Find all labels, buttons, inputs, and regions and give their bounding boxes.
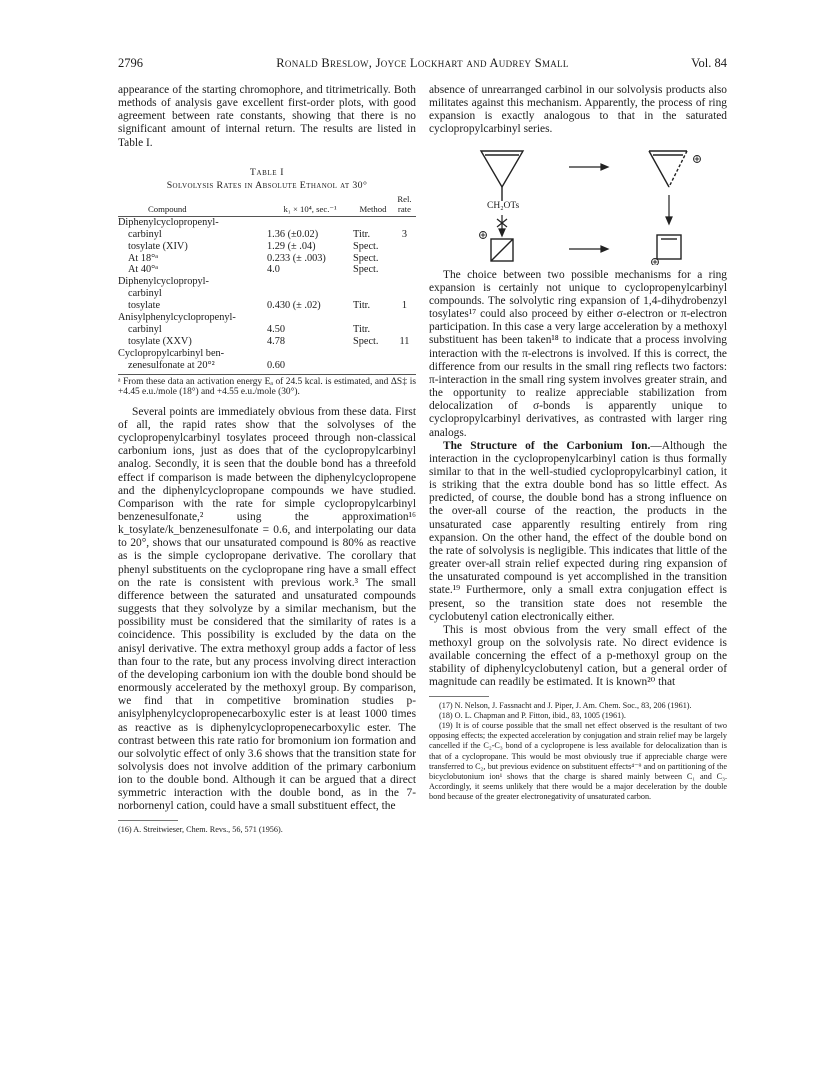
reference-note: (17) N. Nelson, J. Fassnacht and J. Piper, J. Am. Chem. Soc., 83, 206 (1961). [439,700,692,710]
table-cell-k [267,276,353,288]
table-cell-k: 1.36 (±0.02) [267,228,319,240]
table-row [118,300,416,312]
table-cell-k [267,348,353,360]
reference-note: (19) It is of course possible that the small net effect observed is the resultant of two opposing effects; the expected acceleration by conjugation and strain relief may be largely cancelled if the C₂-C₃ bond of a cyclopropene is less available for delocalization than is that of a cyclopropane. This would be most obviously true if appreciable charge were transferred to C₂, but previous evidence on substituent effects⁴⁻⁹ and on partitioning of the bicyclobutonium ion¹ shows that the charge is shared mainly between C₁ and C₃. Accordingly, it seems unlikely that there would be a major deceleration by the double bond because of the greater electronegativity of unsaturated carbon. [429,721,727,802]
paragraph: This is most obvious from the very small effect of the methoxyl group on the solvolysis rate. No direct evidence is available concerning the effect of a p-methoxyl group on the stability of diphenylcyclobutenyl cation, but a general order of magnitude can readily be estimated. It is known²⁰ that [429,623,727,689]
page-number: 2796 [118,56,143,70]
table-cell-compound: tosylate (XIV) [128,240,188,252]
table-cell-method [353,276,393,288]
table-cell-compound: At 18°ᵃ [128,252,159,264]
table-cell-method: Titr. [353,323,371,335]
column-header: Method [353,194,393,217]
table-row [118,264,416,276]
table-row [118,324,416,336]
table-cell-rel [393,276,416,288]
substituent-label: CH₂OTs [487,200,520,211]
cation-structure [649,151,687,187]
table-cell-method [353,348,393,360]
table-cell-rel [393,360,416,372]
table-body [118,216,416,371]
table-cell-k: 4.78 [267,335,286,347]
paragraph: Several points are immediately obvious from these data. First of all, the rapid rates show that the solvolyses of the cyclopropenylcarbinyl tosylates proceed through non-classical carbonium ions, just as does that of the cyclopropylcarbinyl analog. Secondly, it is seen that the double bond has a threefold effect if comparison is made between the diphenylcyclopropene and the diphenylcyclopropane compounds we have studied. Comparison with the rate for simple cyclopropylcarbinyl benzenesulfonate,² using the approximation¹⁶ k_tosylate/k_benzenesulfonate = 0.6, and interpolating our data to 20°, shows that our unsaturated compound is 80% as reactive as is the simple cyclopropane derivative. The corollary that phenyl substituents on the cyclopropane ring have a small effect on the rate is consistent with previous work.³ The small difference between the saturated and unsaturated compounds suggests that they solvolyze by a similar mechanism, but the possibility must be considered that the similarity of rates is a coincidence. This possibility is excluded by the data on the anisyl derivative. The extra methoxyl group adds a factor of less than four to the rate, but any process involving direct interaction of the developing carbonium ion with the double bond should be enormously accelerated by the methoxyl group. By comparison, we find that in competitive bromination studies p-anisylphenylcyclopropenecarboxylic ester is at least 1000 times as reactive as is diphenylcyclopropenecarboxylic ester. The contrast between this rate ratio for bromonium ion formation and our solvolytic effect of only 3.6 shows that the transition state for solvolysis does not involve addition of the primary carbonium ion to the double bond. Although it can be argued that a direct symmetric interaction with the double bond, as in the 7-norbornenyl cation, could have a small substituent effect, the [118,405,416,813]
table-cell-method [353,216,393,228]
table-cell-rel [393,241,416,253]
table-cell-k: 1.29 (± .04) [267,240,316,252]
table-cell-method: Spect. [353,264,379,276]
reaction-arrow [569,164,608,170]
table-cell-method: Titr. [353,300,371,312]
table-row [118,348,416,360]
right-column [429,84,727,803]
table-cell-rel: 11 [399,335,410,347]
table-cell-k: 4.50 [267,323,286,335]
table-cell-method: Spect. [353,240,379,252]
table-row [118,276,416,288]
table-row [118,360,416,372]
table-cell-k: 0.430 (± .02) [267,300,321,312]
table-row [118,241,416,253]
table-cell-rel [393,288,416,300]
table-cell-rel [393,348,416,360]
table-cell-rel: 3 [401,228,408,240]
table-title: Table I [249,166,285,178]
solvolysis-rates-table [118,194,416,372]
table-cell-compound: tosylate (XXV) [128,335,192,347]
table-cell-method: Spect. [353,335,379,347]
paragraph [429,440,727,624]
table-footnote: ᵃ From these data an activation energy Eₐ of 24.5 kcal. is estimated, and ΔS‡ is +4.45 e.u./mole (18°) and +4.55 e.u./mole (30°). [118,374,416,398]
table-caption: Solvolysis Rates in Absolute Ethanol at 30° [166,179,368,191]
table-row [118,216,416,228]
running-authors: Ronald Breslow, Joyce Lockhart and Audrey Small [276,56,569,70]
table-row [118,312,416,324]
table-cell-rel: 1 [401,300,408,312]
table-cell-compound: Diphenylcyclopropenyl- [118,216,219,228]
table-cell-compound: carbinyl [128,288,162,300]
paragraph: appearance of the starting chromophore, and titrimetrically. Both methods of analysis gave excellent first-order plots, with good agreement between rate constants, showing that there is no significant amount of internal return. The results are listed in Table I. [118,84,416,149]
cyclopropene-structure [481,151,523,201]
paragraph: absence of unrearranged carbinol in our solvolysis products also militates against this mechanism. Apparently, the process of ring expansion is exactly analogous to that in the saturated cyclopropylcarbinyl series. [429,84,727,136]
table-cell-rel [393,324,416,336]
left-column [118,84,416,835]
cyclobutenyl-cation-structure [657,235,681,259]
footnote-rule [118,820,178,821]
table-row [118,229,416,241]
table-row [118,253,416,265]
volume-label: Vol. 84 [691,56,727,70]
footnote-rule [429,696,489,697]
running-header [118,56,727,72]
reference-note: (16) A. Streitwieser, Chem. Revs., 56, 571 (1956). [118,824,283,834]
table-cell-method [353,360,393,372]
table-row [118,288,416,300]
table-cell-compound: Anisylphenylcyclopropenyl- [118,312,236,324]
table-cell-k: 0.60 [267,359,286,371]
table-cell-method: Titr. [353,228,371,240]
table-cell-compound: carbinyl [128,228,162,240]
table-cell-compound: carbinyl [128,323,162,335]
reaction-scheme-drawing [429,143,727,265]
table-cell-compound: tosylate [128,300,161,312]
table-cell-k: 4.0 [267,264,280,276]
reaction-arrow [666,195,672,224]
column-header: k₁ × 10⁴, sec.⁻¹ [267,194,353,217]
table-cell-compound: At 40°ᵃ [128,264,159,276]
section-heading: The Structure of the Carbonium Ion. [443,439,651,452]
table-cell-rel [393,253,416,265]
table-header-row [118,194,416,217]
table-cell-compound: Cyclopropylcarbinyl ben- [118,347,225,359]
table-cell-compound: Diphenylcyclopropyl- [118,276,209,288]
paragraph: The choice between two possible mechanisms for a ring expansion is certainly not unique to cyclopropenylcarbinyl compounds. The solvolytic ring expansion of 1,4-dihydrobenzyl tosylates¹⁷ could also proceed by either σ-electron or π-electron participation. In this case a very large acceleration by a methoxyl substituent has been taken¹⁸ to indicate that a process involving interaction with the π-electrons is involved. If this is correct, the difference from our results in the small ring reflects two factors: π-interaction in the small ring system involves greater strain, and the opportunity to realize appreciable stabilization from delocalization of σ-bonds is apparently unique to cyclopropylcarbinyl derivatives, as contrasted with larger ring analogs. [429,268,727,439]
blocked-arrow [497,215,507,236]
bicyclobutonium-structure [491,239,513,261]
table-cell-method [353,288,393,300]
table-cell-k [267,312,353,324]
column-header: Rel. rate [393,194,416,217]
reaction-arrow [569,246,608,252]
table-cell-method [353,312,393,324]
paragraph-body: —Although the interaction in the cyclopropenylcarbinyl cation is thus formally similar to that in the well-studied cyclopropylcarbinyl cation, it is striking that the extra double bond has so little effect. As predicted, of course, the double bond has a strong influence on the over-all course of the reaction, the products in the unsaturated case apparently resulting entirely from ring expansion. On the other hand, the effect of the double bond on the rate of solvolysis is negligible. This indicates that little of the greater over-all strain relief expected during ring expansion of the unsaturated compound is yet accomplished in the transition state.¹⁹ Furthermore, only a small extra conjugation effect is present, so the transition state does not resemble the cyclobutenyl cation electronically either. [429,439,728,623]
reaction-scheme [429,143,727,265]
table-row [118,336,416,348]
table-cell-rel [393,312,416,324]
table-cell-rel [393,216,416,228]
table-cell-rel [393,264,416,276]
reference-note: (18) O. L. Chapman and P. Fitton, ibid., 83, 1005 (1961). [439,710,626,720]
column-header: Compound [118,194,267,217]
table-cell-compound: zenesulfonate at 20°² [128,359,215,371]
table-cell-k: 0.233 (± .003) [267,252,326,264]
table-cell-method: Spect. [353,252,379,264]
table-cell-k [267,288,353,300]
table-cell-k [267,216,353,228]
